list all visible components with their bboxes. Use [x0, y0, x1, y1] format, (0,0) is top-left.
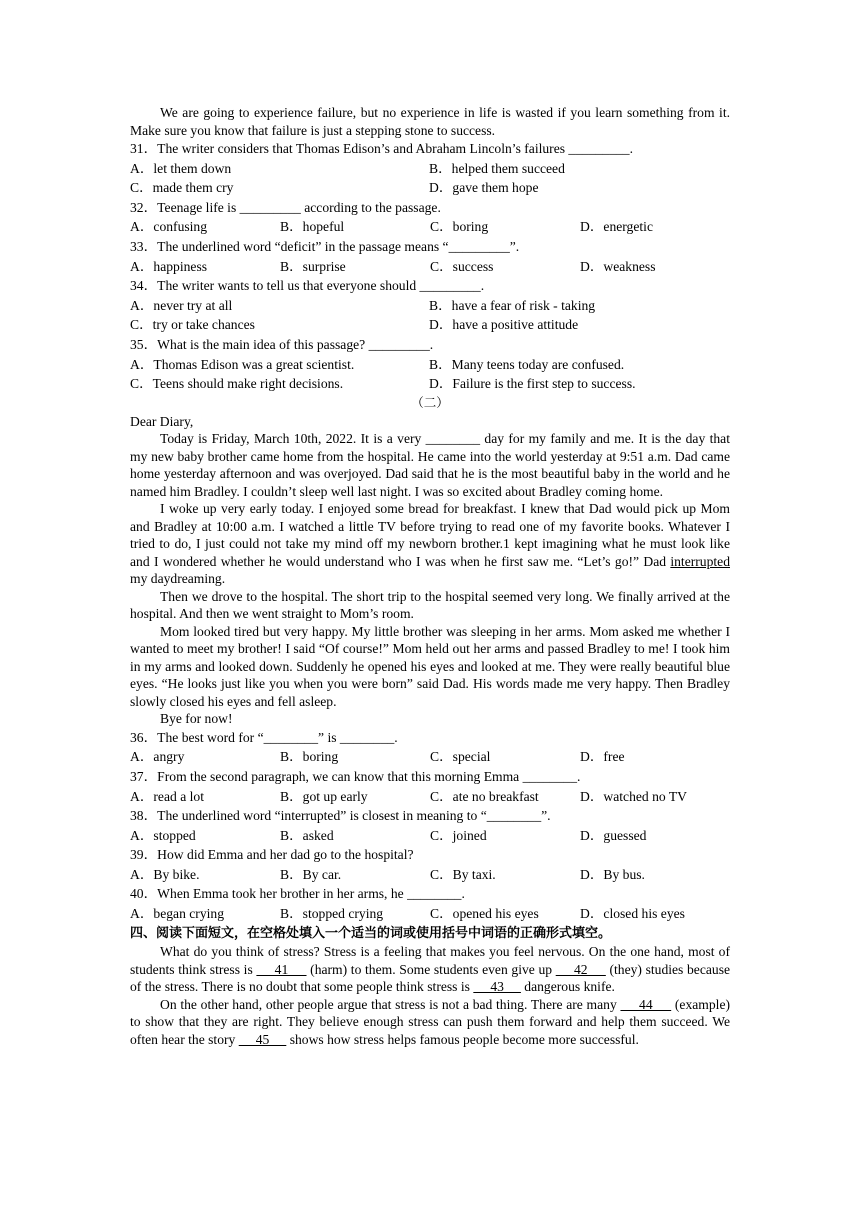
option-b: B．stopped crying	[280, 906, 384, 922]
option-c: C．joined	[430, 827, 487, 843]
question-37: 37．From the second paragraph, we can know that this morning Emma ________.	[130, 768, 581, 784]
option-d: D．free	[580, 749, 625, 765]
option-b: B．hopeful	[280, 219, 345, 235]
section-4-heading: 四、阅读下面短文，在空格处填入一个适当的词或使用括号中词语的正确形式填空。	[130, 925, 612, 941]
option-c: C．Teens should make right decisions.	[130, 376, 344, 392]
options-35	[130, 355, 730, 375]
blank-41: 41	[256, 961, 307, 977]
cloze-text: shows how stress helps famous people become more successful.	[286, 1031, 639, 1047]
option-c: C．special	[430, 749, 491, 765]
option-b: B．helped them succeed	[429, 160, 565, 176]
option-c: C．made them cry	[130, 180, 234, 196]
options-34b	[130, 315, 730, 335]
question-32: 32．Teenage life is _________ according to the passage.	[130, 199, 441, 215]
diary-paragraph-2	[130, 500, 730, 588]
option-d: D．gave them hope	[429, 180, 539, 196]
diary-paragraph-1: Today is Friday, March 10th, 2022. It is a very ________ day for my family and me. It is the day that my new baby brother came home from the hospital. He came into the world yesterday at 9:51 a.m. Dad came home yesterday afternoon and was overjoyed. Dad said that he is the most beautiful baby in the world and he named him Bradley. I couldn’t sleep well last night. I was so excited about Bradley coming home.	[130, 431, 730, 499]
diary-greeting: Dear Diary,	[130, 413, 194, 429]
question-31: 31．The writer considers that Thomas Edison’s and Abraham Lincoln’s failures _________.	[130, 141, 634, 156]
option-a: A．read a lot	[130, 788, 204, 804]
options-40	[130, 904, 730, 924]
question-40: 40．When Emma took her brother in her arms, he ________.	[130, 886, 465, 902]
diary-paragraph-4: Mom looked tired but very happy. My little brother was sleeping in her arms. Mom asked me whether I wanted to meet my brother! I said “Of course!” Mom held out her arms and passed Bradley to me! I took him in my arms and looked down. Suddenly he opened his eyes and looked at me. They were really beautiful blue eyes. “He looks just like you when you were born” said Dad. His words made me very happy. Then Bradley slowly closed his eyes and fell asleep.	[130, 623, 730, 709]
option-d: D．closed his eyes	[580, 906, 685, 922]
question-34: 34．The writer wants to tell us that everyone should _________.	[130, 278, 485, 294]
options-37	[130, 787, 730, 807]
options-36	[130, 747, 730, 767]
option-a: A．began crying	[130, 906, 224, 922]
passage1-conclusion: We are going to experience failure, but no experience in life is wasted if you learn something from it. Make sure you know that failure is just a stepping stone to success.	[130, 105, 730, 138]
question-36: 36．The best word for “________” is ________.	[130, 729, 398, 745]
blank-43: 43	[473, 979, 521, 995]
question-35: 35．What is the main idea of this passage? _________.	[130, 336, 434, 352]
cloze-text: What do you think of stress? Stress is a feeling that makes you feel nervous. On the one hand, most of students think stress is	[130, 944, 730, 977]
option-c: C．opened his eyes	[430, 906, 539, 922]
options-39	[130, 865, 730, 885]
section-marker: （二）	[411, 395, 449, 410]
options-35b	[130, 374, 730, 394]
option-c: C．try or take chances	[130, 317, 255, 333]
cloze-text: (example) to show that they are right. They believe enough stress can push them forward and help them succeed. We often hear the story	[130, 996, 730, 1047]
option-a: A．never try at all	[130, 297, 233, 313]
option-b: B．got up early	[280, 788, 368, 804]
option-d: D．Failure is the first step to success.	[429, 376, 636, 392]
option-a: A．happiness	[130, 258, 208, 274]
option-b: B．have a fear of risk - taking	[429, 297, 596, 313]
option-a: A．let them down	[130, 160, 232, 176]
blank-44: 44	[620, 996, 672, 1012]
diary-closing: Bye for now!	[160, 711, 233, 727]
cloze-paragraph-1	[130, 943, 730, 996]
options-31	[130, 159, 730, 179]
question-39: 39．How did Emma and her dad go to the hospital?	[130, 847, 414, 863]
diary-paragraph-3: Then we drove to the hospital. The short trip to the hospital seemed very long. We finally arrived at the hospital. And then we went straight to Mom’s room.	[130, 588, 730, 622]
question-33: 33．The underlined word “deficit” in the passage means “_________”.	[130, 238, 520, 254]
option-a: A．angry	[130, 749, 185, 765]
option-a: A．Thomas Edison was a great scientist.	[130, 356, 355, 372]
option-a: A．stopped	[130, 827, 196, 843]
underlined-word: interrupted	[670, 553, 730, 569]
options-32	[130, 217, 730, 237]
diary-p2-tail: my daydreaming.	[130, 571, 226, 587]
diary-p2-text: I woke up very early today. I enjoyed some bread for breakfast. I knew that Dad would pick up Mom and Bradley at 10:00 a.m. I watched a little TV before trying to read one of my favorite books. Whatever I tried to do, I just could not take my mind off my newborn brother.1 kept imagining what he must look like and I wondered whether he would understand who I was when he first saw me. “Let’s go!” Dad	[130, 501, 730, 569]
option-d: D．energetic	[580, 219, 653, 235]
option-b: B．boring	[280, 749, 339, 765]
document-page	[130, 104, 730, 1048]
option-b: B．Many teens today are confused.	[429, 356, 625, 372]
cloze-text: (harm) to them. Some students even give up	[306, 961, 556, 977]
option-d: D．have a positive attitude	[429, 317, 579, 333]
option-c: C．ate no breakfast	[430, 788, 539, 804]
option-a: A．By bike.	[130, 866, 200, 882]
option-c: C．boring	[430, 219, 489, 235]
options-38	[130, 826, 730, 846]
cloze-paragraph-2	[130, 996, 730, 1049]
question-38: 38．The underlined word “interrupted” is closest in meaning to “________”.	[130, 808, 551, 824]
option-c: C．success	[430, 258, 494, 274]
options-31b	[130, 178, 730, 198]
cloze-text: dangerous knife.	[520, 979, 615, 995]
blank-42: 42	[555, 961, 606, 977]
option-b: B．asked	[280, 827, 334, 843]
options-33	[130, 257, 730, 277]
option-c: C．By taxi.	[430, 866, 496, 882]
cloze-text: (they) studies because of the stress. There is no doubt that some people think stress is	[130, 961, 731, 995]
option-b: B．By car.	[280, 866, 342, 882]
option-b: B．surprise	[280, 258, 346, 274]
cloze-text: On the other hand, other people argue that stress is not a bad thing. There are many	[160, 996, 621, 1012]
blank-45: 45	[238, 1031, 287, 1047]
options-34	[130, 296, 730, 316]
option-d: D．weakness	[580, 258, 656, 274]
option-d: D．watched no TV	[580, 788, 687, 804]
option-a: A．confusing	[130, 219, 208, 235]
option-d: D．guessed	[580, 827, 647, 843]
option-d: D．By bus.	[580, 866, 645, 882]
